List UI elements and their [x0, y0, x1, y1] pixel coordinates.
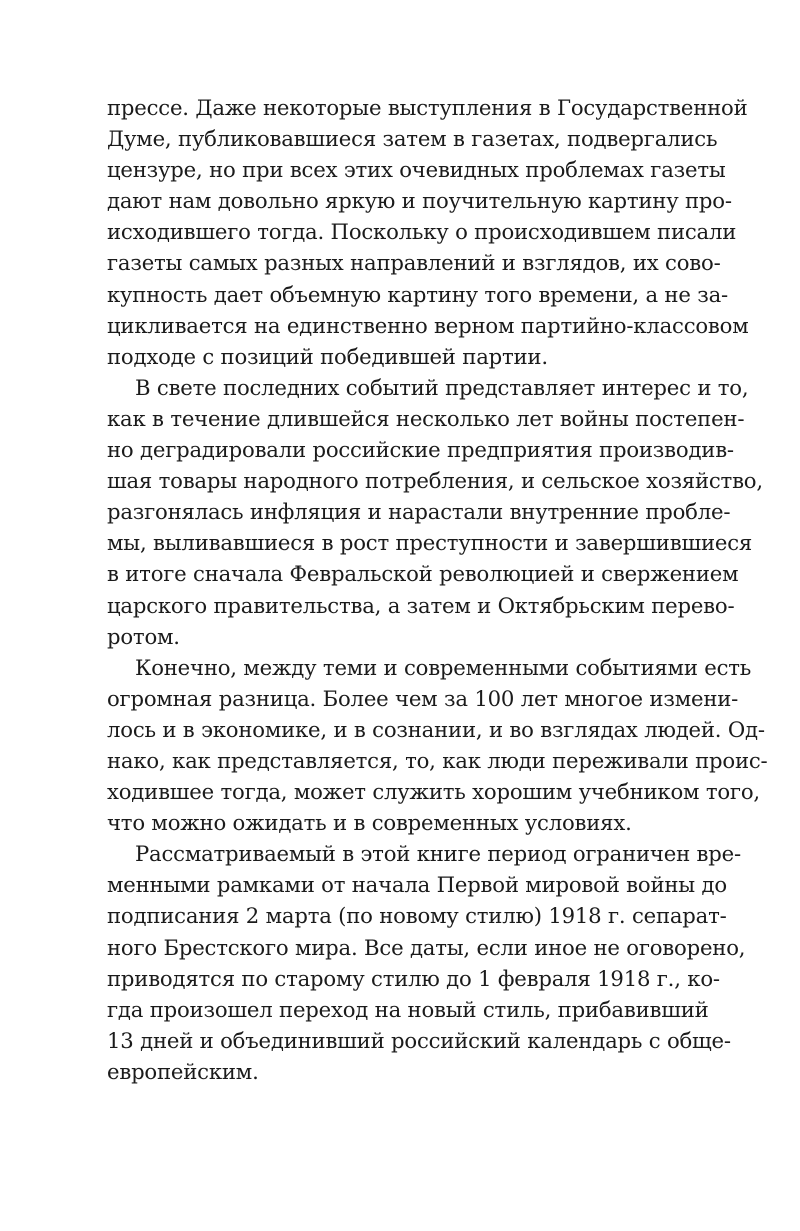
text-line: в итоге сначала Февральской революцией и свержением — [107, 561, 739, 587]
text-line: Конечно, между теми и современными событиями есть — [135, 654, 752, 680]
text-line: ходившее тогда, может служить хорошим учебником того, — [107, 779, 760, 805]
text-line: В свете последних событий представляет интерес и то, — [135, 374, 749, 400]
text-line: подписания 2 марта (по новому стилю) 1918 г. сепарат- — [107, 903, 727, 929]
paragraph — [107, 372, 763, 652]
text-line: нако, как представляется, то, как люди переживали проис- — [107, 747, 768, 773]
body-text — [107, 92, 768, 1087]
text-line: Думе, публиковавшиеся затем в газетах, подвергались — [107, 126, 718, 152]
text-line: мы, выливавшиеся в рост преступности и завершившиеся — [107, 530, 753, 556]
text-line: шая товары народного потребления, и сельское хозяйство, — [107, 468, 763, 494]
text-line: газеты самых разных направлений и взглядов, их сово- — [107, 250, 721, 276]
text-line: дают нам довольно яркую и поучительную картину про- — [107, 188, 732, 214]
text-line: 13 дней и объединивший российский календарь с обще- — [107, 1027, 731, 1053]
text-line: ного Брестского мира. Все даты, если иное не оговорено, — [107, 934, 746, 960]
text-line: но деградировали российские предприятия производив- — [107, 437, 734, 463]
text-line: разгонялась инфляция и нарастали внутренние пробле- — [107, 499, 731, 525]
text-line: прессе. Даже некоторые выступления в Государственной — [107, 95, 748, 120]
text-line: огромная разница. Более чем за 100 лет многое измени- — [107, 685, 739, 711]
text-line: купность дает объемную картину того времени, а не за- — [107, 281, 728, 307]
paragraph — [107, 838, 746, 1087]
text-line: менными рамками от начала Первой мировой войны до — [107, 872, 727, 898]
text-line: лось и в экономике, и в сознании, и во взглядах людей. Од- — [107, 716, 765, 742]
text-line: цензуре, но при всех этих очевидных проблемах газеты — [107, 157, 726, 183]
text-line: как в течение длившейся несколько лет войны постепен- — [107, 405, 745, 431]
text-line: что можно ожидать и в современных условиях. — [107, 810, 632, 836]
text-line: цикливается на единственно верном партийно-классовом — [107, 312, 749, 338]
paragraph — [107, 652, 768, 839]
text-line: царского правительства, а затем и Октябрьским перево- — [107, 592, 735, 618]
text-line: приводятся по старому стилю до 1 февраля 1918 г., ко- — [107, 965, 720, 991]
text-line: гда произошел переход на новый стиль, прибавивший — [107, 996, 709, 1022]
paragraph — [107, 92, 749, 372]
text-line: подходе с позиций победившей партии. — [107, 343, 548, 369]
text-line: Рассматриваемый в этой книге период ограничен вре- — [135, 841, 741, 867]
text-line: европейским. — [107, 1058, 259, 1084]
text-line: ротом. — [107, 623, 180, 649]
text-line: исходившего тогда. Поскольку о происходившем писали — [107, 219, 737, 245]
